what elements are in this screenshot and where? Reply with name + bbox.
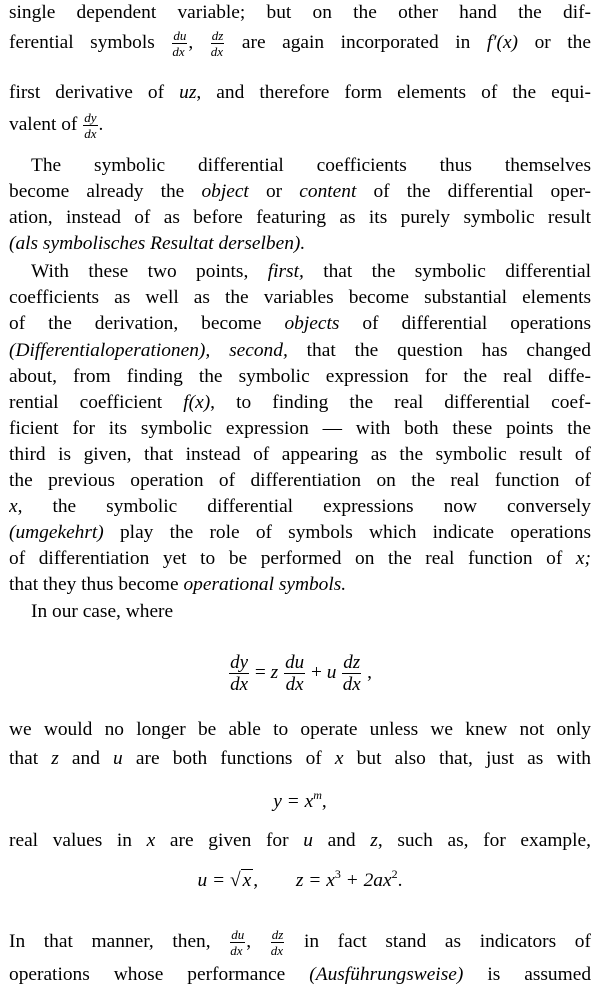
text-line: that they thus become operational symbols.: [9, 574, 347, 595]
text-line: The symbolic differential coefficients thus themselves: [31, 155, 591, 176]
fraction-du-dx: $\frac{du}{dx}$: [172, 29, 187, 58]
display-equation: $y = x^m$,: [273, 789, 327, 812]
text-line: about, from finding the symbolic expression for the real diffe-: [9, 366, 591, 387]
text-line: third is given, that instead of appearing as the symbolic result of: [9, 444, 591, 465]
text-line: rential coefficient f(x), to finding the real differential coef-: [9, 392, 591, 413]
text-line: ficient for its symbolic expression — with both these points the: [9, 418, 591, 439]
text-line: become already the object or content of the differential oper-: [9, 181, 591, 202]
text-line: that z and u are both functions of x but also that, just as with: [9, 748, 591, 769]
text-line: we would no longer be able to operate unless we knew not only: [9, 719, 591, 740]
text-line: coefficients as well as the variables become substantial elements: [9, 287, 591, 308]
text-line: (als symbolisches Resultat derselben).: [9, 233, 306, 254]
text-line: In our case, where: [31, 601, 174, 622]
fraction-dy-dx: $\frac{dy}{dx}$: [84, 111, 97, 140]
text-line: the previous operation of differentiation on the real function of: [9, 470, 591, 491]
text-line: real values in x are given for u and z, such as, for example,: [9, 830, 591, 851]
display-equation: u = √ x , $z = x^3 + 2ax^2$.: [197, 868, 403, 891]
text-line: ferential symbols $\frac{du}{dx}$ , $\frac{dz}{dx}$ are again incorporated in f′(x) or the: [9, 29, 591, 58]
fraction-dz-dx: $\frac{dz}{dx}$: [270, 928, 284, 957]
text-line: of differentiation yet to be performed on the real function of x;: [9, 548, 591, 569]
text-line: (umgekehrt) play the role of symbols which indicate operations: [9, 522, 591, 543]
fraction-dz-dx: $\frac{dz}{dx}$: [210, 29, 224, 58]
text-line: valent of $\frac{dy}{dx}$ .: [9, 111, 104, 140]
text-line: With these two points, first, that the symbolic differential: [31, 261, 591, 282]
fraction-du-dx: $\frac{du}{dx}$: [230, 928, 245, 957]
text-line: of the derivation, become objects of differential operations: [9, 313, 591, 334]
text-line: first derivative of uz, and therefore form elements of the equi-: [9, 82, 591, 103]
display-equation: $\frac{dy}{dx}$ = z $\frac{du}{dx}$ + u $\frac{dz}{dx}$ ,: [230, 652, 372, 696]
text-line: (Differentialoperationen), second, that the question has changed: [9, 340, 591, 361]
text-line: ation, instead of as before featuring as its purely symbolic result: [9, 207, 591, 228]
text-line: operations whose performance (Ausführungsweise) is assumed: [9, 964, 591, 985]
text-line: x, the symbolic differential expressions now conversely: [9, 496, 591, 517]
text-line: single dependent variable; but on the other hand the dif-: [9, 2, 591, 23]
text-line: In that manner, then, $\frac{du}{dx}$ , $\frac{dz}{dx}$ in fact stand as indicators of: [9, 928, 591, 957]
